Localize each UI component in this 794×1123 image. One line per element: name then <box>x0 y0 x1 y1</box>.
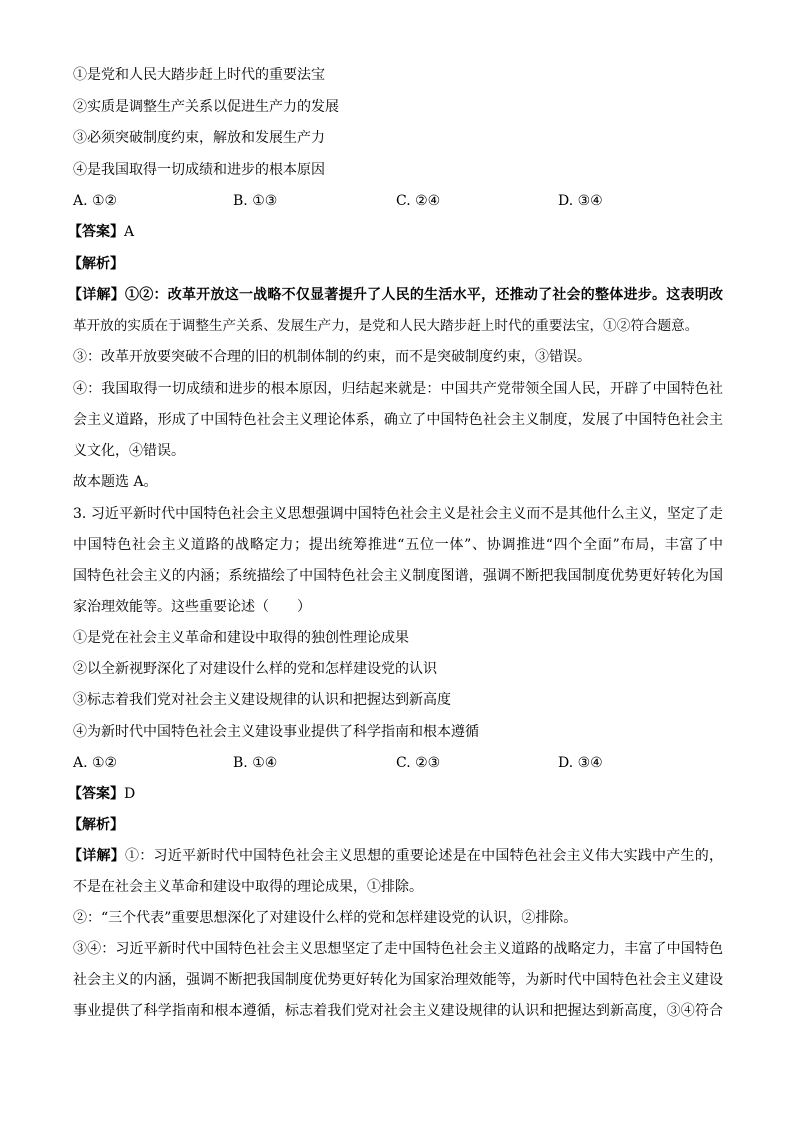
q2-detail-line-3: ③：改革开放要突破不合理的旧的机制体制的约束，而不是突破制度约束，③错误。 <box>73 349 591 365</box>
q3-detail-line-3: ②：“三个代表”重要思想深化了对建设什么样的党和怎样建设党的认识，②排除。 <box>73 910 578 926</box>
q3-option-d: D. ③④ <box>558 755 603 771</box>
q3-detail-line-5: 社会主义的内涵，强调不断把我国制度优势更好转化为国家治理效能等，为新时代中国特色社会主义建设 <box>73 972 723 988</box>
q2-detail-line-6: 义文化，④错误。 <box>73 443 185 459</box>
q2-detail-text-1: ①②：改革开放这一战略不仅显著提升了人民的生活水平，还推动了社会的整体进步。这表明改 <box>124 287 724 303</box>
q2-answer-label: 【答案】 <box>68 224 124 240</box>
q3-stem-line-3: 国特色社会主义的内涵；系统描绘了中国特色社会主义制度图谱，强调不断把我国制度优势更好转化为国 <box>73 568 723 584</box>
q3-option-b: B. ①④ <box>233 755 278 771</box>
q3-analysis-label: 【解析】 <box>68 817 124 833</box>
q3-item-3: ③标志着我们党对社会主义建设规律的认识和把握达到新高度 <box>73 692 451 708</box>
q3-answer-label: 【答案】 <box>68 786 124 802</box>
q2-detail-line-5: 会主义道路，形成了中国特色社会主义理论体系，确立了中国特色社会主义制度，发展了中国特色社会主 <box>73 412 723 428</box>
q3-stem-line-4: 家治理效能等。这些重要论述（ ） <box>73 599 311 615</box>
q3-stem-line-2: 中国特色社会主义道路的战略定力；提出统筹推进“五位一体”、协调推进“四个全面”布局，丰富了中 <box>73 537 723 553</box>
q3-item-4: ④为新时代中国特色社会主义建设事业提供了科学指南和根本遵循 <box>73 724 479 740</box>
q3-answer <box>68 784 718 804</box>
q2-detail-line-2: 革开放的实质在于调整生产关系、发展生产力，是党和人民大踏步赶上时代的重要法宝，①②符合题意。 <box>73 318 699 334</box>
q2-conclusion: 故本题选 A。 <box>73 474 158 490</box>
q2-option-a: A. ①② <box>73 193 118 209</box>
q3-detail-text-1: ①：习近平新时代中国特色社会主义思想的重要论述是在中国特色社会主义伟大实践中产生的， <box>124 848 724 864</box>
q2-item-3: ③必须突破制度约束，解放和发展生产力 <box>73 130 325 146</box>
q2-option-b: B. ①③ <box>233 193 278 209</box>
q3-stem-line-1: 3. 习近平新时代中国特色社会主义思想强调中国特色社会主义是社会主义而不是其他什么主义，坚定了走 <box>73 506 723 522</box>
q2-detail-label: 【详解】 <box>68 287 125 303</box>
q2-answer-value: A <box>124 224 135 240</box>
q2-option-c: C. ②④ <box>396 193 441 209</box>
q3-detail-line-4: ③④：习近平新时代中国特色社会主义思想坚定了走中国特色社会主义道路的战略定力，丰富了中国特色 <box>73 941 723 957</box>
q3-detail-line-2: 不是在社会主义革命和建设中取得的理论成果，①排除。 <box>73 879 423 895</box>
q2-item-4: ④是我国取得一切成绩和进步的根本原因 <box>73 162 325 178</box>
q2-detail-line-4: ④：我国取得一切成绩和进步的根本原因，归结起来就是：中国共产党带领全国人民，开辟了中国特色社 <box>73 381 723 397</box>
q2-detail-line-1 <box>68 285 723 305</box>
q3-option-a: A. ①② <box>73 755 118 771</box>
q2-item-2: ②实质是调整生产关系以促进生产力的发展 <box>73 99 339 115</box>
q3-detail-label: 【详解】 <box>68 848 125 864</box>
q2-analysis-label: 【解析】 <box>68 256 124 272</box>
q3-item-1: ①是党在社会主义革命和建设中取得的独创性理论成果 <box>73 630 409 646</box>
q3-option-c: C. ②③ <box>396 755 441 771</box>
q3-detail-line-1 <box>68 846 723 866</box>
q2-option-d: D. ③④ <box>558 193 603 209</box>
q2-answer <box>68 222 718 242</box>
q3-detail-line-6: 事业提供了科学指南和根本遵循，标志着我们党对社会主义建设规律的认识和把握达到新高度，③④符合 <box>73 1003 723 1019</box>
q3-item-2: ②以全新视野深化了对建设什么样的党和怎样建设党的认识 <box>73 661 437 677</box>
q3-answer-value: D <box>124 786 136 802</box>
q2-item-1: ①是党和人民大踏步赶上时代的重要法宝 <box>73 67 325 83</box>
